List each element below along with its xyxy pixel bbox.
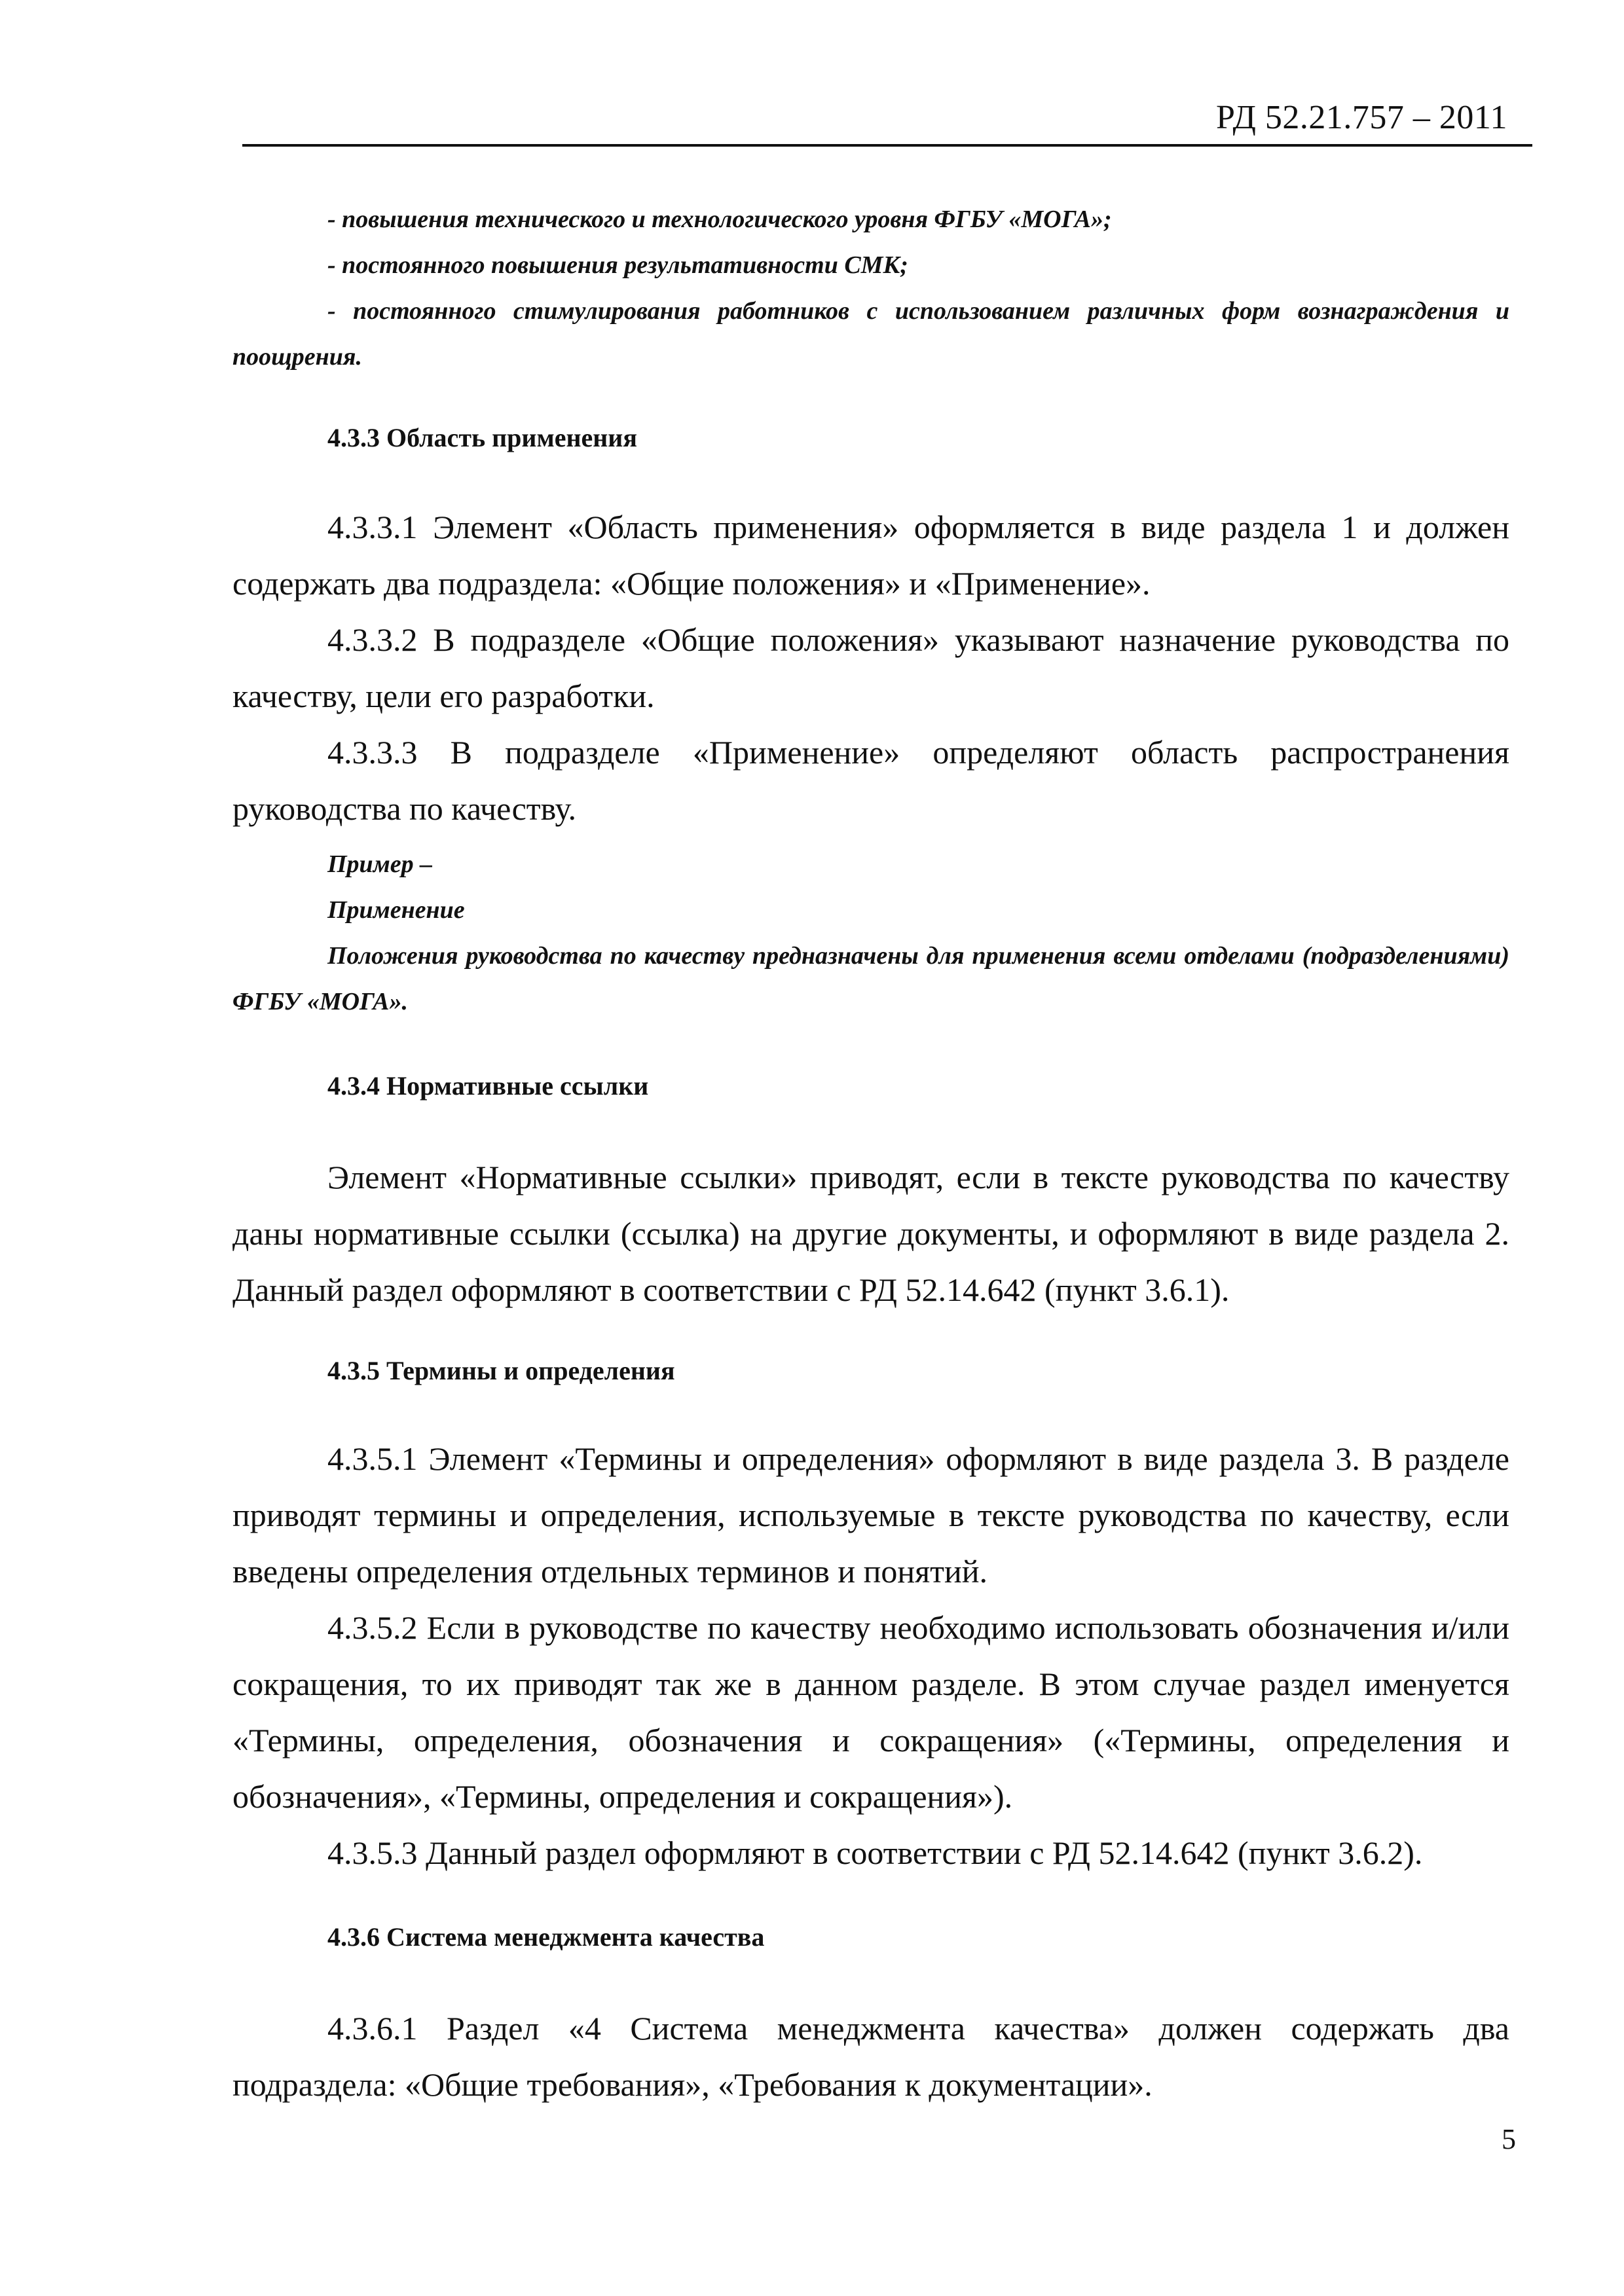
section-4-3-3-heading-wrap	[232, 422, 1509, 453]
example-block	[232, 841, 1509, 1025]
section-4-3-5-body	[232, 1430, 1509, 1881]
document-code: РД 52.21.757 – 2011	[1215, 99, 1507, 136]
paragraph: 4.3.3.3 В подразделе «Применение» определяют область распространения руководства по качеству.	[232, 734, 1509, 827]
paragraph: 4.3.6.1 Раздел «4 Система менеджмента качества» должен содержать два подраздела: «Общие требования», «Требования к документации».	[232, 2010, 1509, 2103]
paragraph: Элемент «Нормативные ссылки» приводят, если в тексте руководства по качеству даны нормативные ссылки (ссылка) на другие документы, и оформляют в виде раздела 2. Данный раздел оформляют в соответствии с РД 52.14.642 (пункт 3.6.1).	[232, 1159, 1509, 1308]
section-heading: 4.3.6 Система менеджмента качества	[327, 1922, 765, 1952]
section-4-3-3-body	[232, 499, 1509, 837]
header-rule	[242, 144, 1532, 147]
example-title: Применение	[327, 896, 465, 924]
section-4-3-5-heading-wrap	[232, 1355, 1509, 1386]
list-item: - постоянного стимулирования работников с использованием различных форм вознаграждения и поощрения.	[232, 297, 1509, 371]
example-label: Пример –	[327, 850, 433, 878]
section-4-3-4-heading-wrap	[232, 1070, 1509, 1101]
list-item: - повышения технического и технологического уровня ФГБУ «МОГА»;	[327, 206, 1112, 233]
paragraph: 4.3.5.2 Если в руководстве по качеству необходимо использовать обозначения и/или сокращения, то их приводят так же в данном разделе. В этом случае раздел именуется «Термины, определения, обозначения и сокращения» («Термины, определения и обозначения», «Термины, определения и сокращения»).	[232, 1609, 1509, 1815]
paragraph: 4.3.3.2 В подразделе «Общие положения» указывают назначение руководства по качеству, цели его разработки.	[232, 621, 1509, 714]
section-4-3-6-heading-wrap	[232, 1922, 1509, 1952]
section-4-3-6-body	[232, 2000, 1509, 2113]
list-block	[232, 196, 1509, 380]
paragraph: 4.3.3.1 Элемент «Область применения» оформляется в виде раздела 1 и должен содержать два подраздела: «Общие положения» и «Применение».	[232, 509, 1509, 602]
section-heading: 4.3.3 Область применения	[327, 423, 637, 452]
paragraph: 4.3.5.1 Элемент «Термины и определения» оформляют в виде раздела 3. В разделе приводят термины и определения, используемые в тексте руководства по качеству, если введены определения отдельных терминов и понятий.	[232, 1440, 1509, 1590]
paragraph: 4.3.5.3 Данный раздел оформляют в соответствии с РД 52.14.642 (пункт 3.6.2).	[327, 1834, 1423, 1871]
page-number: 5	[1502, 2123, 1516, 2155]
section-4-3-4-body	[232, 1149, 1509, 1318]
section-heading: 4.3.4 Нормативные ссылки	[327, 1071, 649, 1101]
list-item: - постоянного повышения результативности СМК;	[327, 251, 908, 279]
example-text: Положения руководства по качеству предназначены для применения всеми отделами (подразделениями) ФГБУ «МОГА».	[232, 942, 1509, 1015]
section-heading: 4.3.5 Термины и определения	[327, 1356, 675, 1385]
